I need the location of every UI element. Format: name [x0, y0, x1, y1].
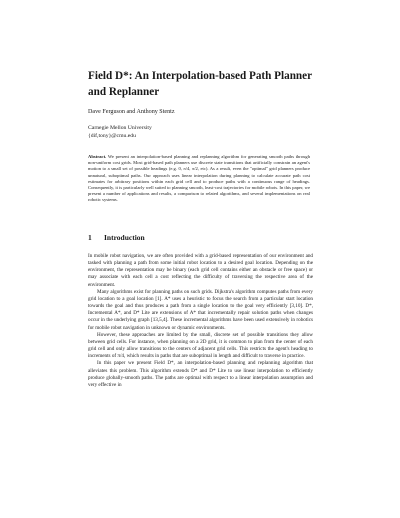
- affiliation-email: {dif,tony}@cmu.edu: [88, 133, 136, 139]
- paper-authors: Dave Ferguson and Anthony Stentz: [88, 109, 175, 115]
- body-paragraph: Many algorithms exist for planning paths on such grids. Dijkstra's algorithm computes paths from every grid location to a goal location [1]. A* uses a heuristic to focus the search from a particular start location towards the goal and thus produces a path from a single location to the goal very efficiently [3,10]. D*, Incremental A*, and D* Lite are extensions of A* that incrementally repair solution paths when changes occur in the underlying graph [13,5,4]. These incremental algorithms have been used extensively in robotics for mobile robot navigation in unknown or dynamic environments.: [88, 288, 313, 331]
- affiliation-block: [88, 124, 152, 140]
- abstract: [88, 154, 310, 204]
- abstract-label: Abstract.: [88, 154, 107, 159]
- affiliation-institution: Carnegie Mellon University: [88, 125, 152, 131]
- paper-title: Field D*: An Interpolation-based Path Planner and Replanner: [88, 70, 312, 98]
- abstract-text: We present an interpolation-based planning and replanning algorithm for generating smooth paths through non-uniform cost grids. Most grid-based path planners use discrete state transitions that artificially constrain an agent's motion to a small set of possible headings (e.g. 0, π/4, π/2, etc). As a result, even the "optimal" grid planners produce unnatural, suboptimal paths. Our approach uses linear interpolation during planning to calculate accurate path cost estimates for arbitrary positions within each grid cell and to produce paths with a continuous range of headings. Consequently, it is particularly well suited to planning smooth, least-cost trajectories for mobile robots. In this paper, we present a number of applications and results, a comparison to related algorithms, and several implementations on real robotic systems.: [88, 154, 310, 203]
- body-paragraph: In this paper we present Field D*, an interpolation-based planning and replanning algorithm that alleviates this problem. This algorithm extends D* and D* Lite to use linear interpolation to efficiently produce globally-smooth paths. The paths are optimal with respect to a linear interpolation assumption and very effective in: [88, 360, 313, 388]
- body-text: [88, 253, 313, 515]
- section-title: Introduction: [104, 233, 145, 242]
- body-paragraph: However, these approaches are limited by the small, discrete set of possible transitions they allow between grid cells. For instance, when planning on a 2D grid, it is common to plan from the center of each grid cell and only allow transitions to the centers of adjacent grid cells. This restricts the agent's heading to increments of π/4, which results in paths that are suboptimal in length and difficult to traverse in practice.: [88, 331, 313, 360]
- section-heading: [88, 233, 145, 243]
- body-paragraph: In mobile robot navigation, we are often provided with a grid-based representation of our environment and tasked with planning a path from some initial robot location to a desired goal location. Depending on the environment, the representation may be binary (each grid cell contains either an obstacle or free space) or may associate with each cell a cost reflecting the difficulty of traversing the respective area of the environment.: [88, 253, 313, 288]
- section-number: 1: [88, 233, 92, 242]
